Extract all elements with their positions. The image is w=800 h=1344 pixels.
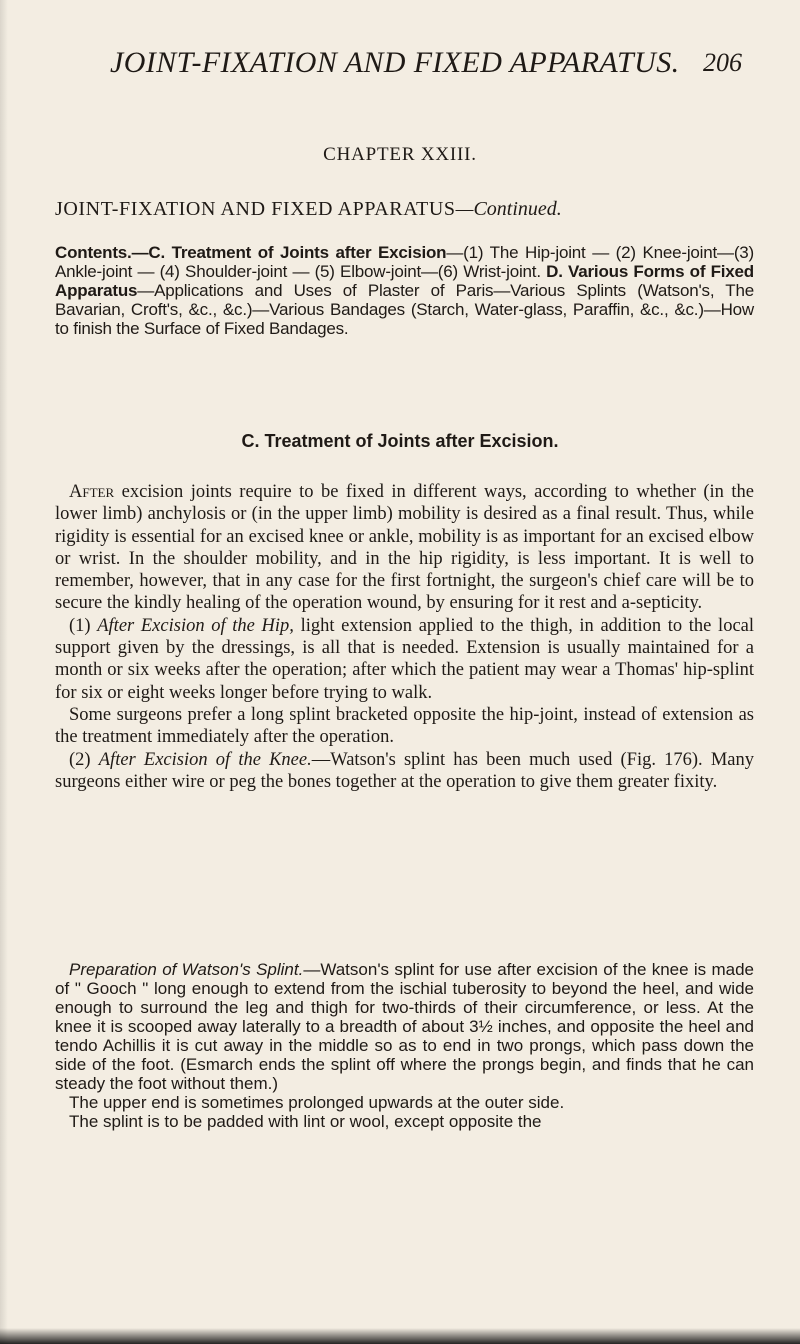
contents-summary (55, 243, 754, 338)
paragraph-4-text: —Watson's splint has been much used (Fig. 176). Many surgeons either wire or peg the bones together at the operation to give them greater fixity. (55, 749, 754, 792)
paragraph-4 (55, 749, 754, 794)
running-head (110, 46, 742, 80)
page-bottom-shadow (0, 1328, 800, 1344)
page-gutter-shadow (0, 0, 8, 1344)
paragraph-1-text: excision joints require to be fixed in different ways, according to whether (in the lower limb) anchylosis or (in the upper limb) mobility is desired as a final result. Thus, while rigidity is essential for an excised knee or ankle, mobility is as important for an excised elbow or wrist. In the shoulder mobility, and in the hip rigidity, is less important. It is well to remember, however, that in any case for the first fortnight, the surgeon's chief care will be to secure the kindly healing of the operation wound, by ensuring for it rest and a-septicity. (55, 482, 754, 614)
paragraph-3: Some surgeons prefer a long splint bracketed opposite the hip-joint, instead of extension as the treatment immediately after the operation. (55, 704, 754, 748)
page-number: 206 (703, 48, 742, 77)
paragraph-4-number: (2) (69, 749, 99, 770)
paragraph-2-number: (1) (69, 615, 98, 636)
section-c-heading: C. Treatment of Joints after Excision. (241, 431, 559, 451)
contents-label: Contents.— (55, 243, 149, 262)
paragraph-7: The splint is to be padded with lint or wool, except opposite the (69, 1112, 542, 1131)
chapter-title-main: JOINT-FIXATION AND FIXED APPARATUS (55, 198, 456, 220)
paragraph-6: The upper end is sometimes prolonged upwards at the outer side. (69, 1093, 565, 1112)
paragraph-5-title: Preparation of Watson's Splint. (69, 960, 304, 979)
paragraph-2-text: light extension applied to the thigh, in addition to the local support given by the dressings, is all that is needed. Extension is usually maintained for a month or six weeks after the operation; after which the patient may wear a Thomas' hip-splint for six or eight weeks longer before trying to walk. (55, 615, 755, 703)
paragraph-1 (55, 481, 754, 615)
main-body-text (55, 481, 754, 793)
paragraph-2-title: After Excision of the Hip, (97, 615, 294, 636)
paragraph-5 (55, 960, 754, 1093)
running-title: JOINT-FIXATION AND FIXED APPARATUS. (110, 46, 680, 79)
small-print-section (55, 960, 754, 1131)
contents-part-d-items: —Applications and Uses of Plaster of Paris—Various Splints (Watson's, The Bavarian, Croft's, &c., &c.)—Various Bandages (Starch, Water-glass, Paraffin, &c., &c.)—How to finish the Surface of Fixed Bandages. (55, 281, 754, 338)
chapter-title (55, 198, 755, 221)
paragraph-1-lead: After (69, 482, 115, 502)
chapter-heading: CHAPTER XXIII. (323, 144, 477, 165)
paragraph-2 (55, 615, 754, 704)
contents-part-d: D. Various Forms of Fixed Apparatus (55, 262, 754, 300)
contents-part-c: C. Treatment of Joints after Excision (148, 243, 447, 262)
contents-part-c-items: —(1) The Hip-joint — (2) Knee-joint—(3) Ankle-joint — (4) Shoulder-joint — (5) Elbow-joint—(6) Wrist-joint. (55, 243, 754, 281)
chapter-title-suffix: —Continued. (455, 198, 562, 220)
paragraph-4-title: After Excision of the Knee. (98, 749, 312, 770)
paragraph-5-text: —Watson's splint for use after excision of the knee is made of " Gooch " long enough to extend from the ischial tuberosity to beyond the heel, and wide enough to surround the leg and thigh for two-thirds of their circumference, or less. At the knee it is scooped away laterally to a breadth of about 3½ inches, and opposite the heel and tendo Achillis it is cut away in the middle so as to end in two prongs, which pass down the side of the foot. (Esmarch ends the splint off where the prongs begin, and finds that he can steady the foot without them.) (55, 960, 754, 1093)
